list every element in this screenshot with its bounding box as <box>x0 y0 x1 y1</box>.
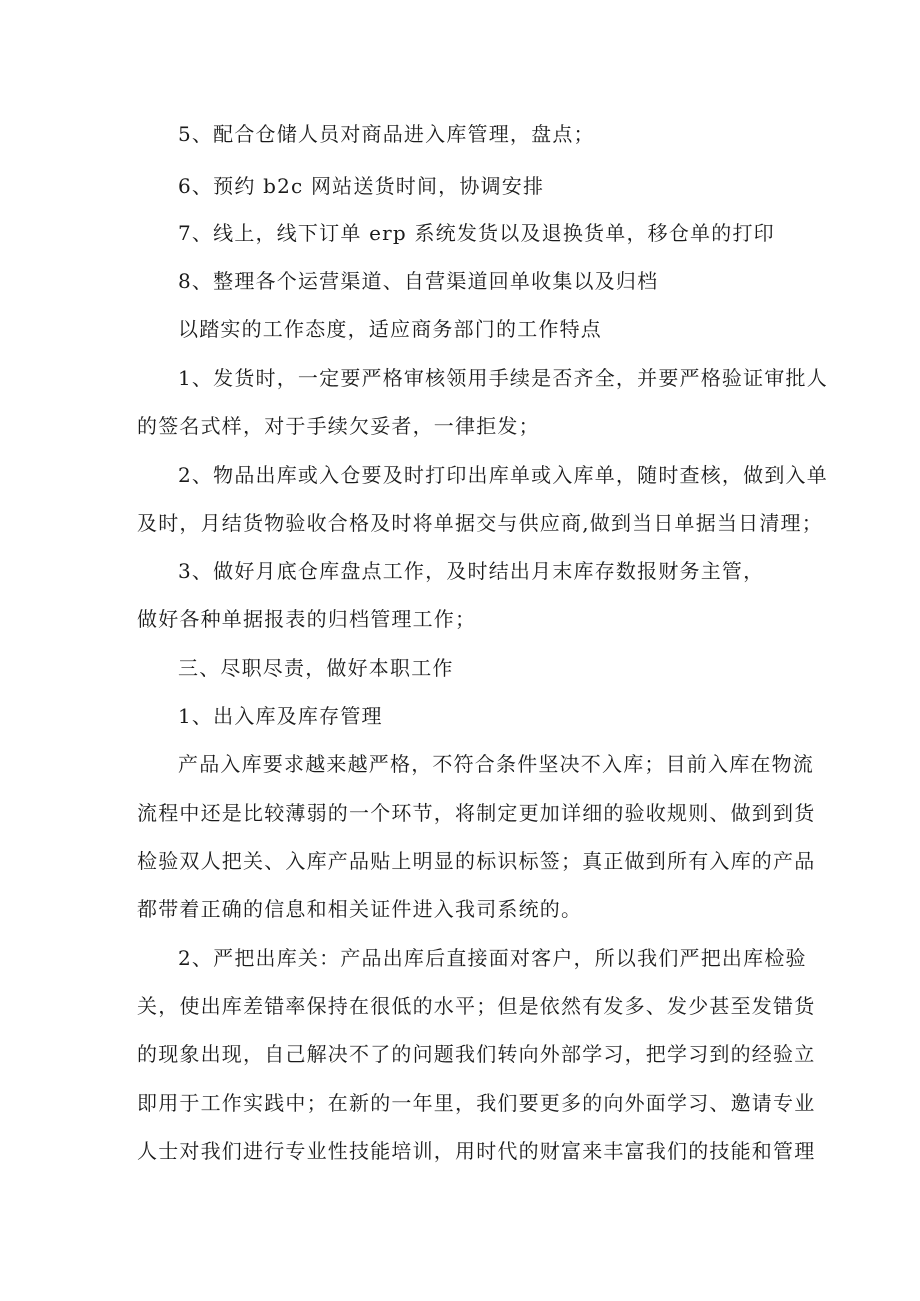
list-item-5: 5、配合仓储人员对商品进入库管理，盘点； <box>178 122 595 146</box>
paragraph-line: 即用于工作实践中；在新的一年里，我们要更多的向外面学习、邀请专业 <box>137 1091 816 1115</box>
paragraph-line: 的签名式样，对于手续欠妥者，一律拒发； <box>137 414 540 438</box>
paragraph-line: 都带着正确的信息和相关证件进入我司系统的。 <box>137 897 583 921</box>
paragraph-line: 2、严把出库关：产品出库后直接面对客户，所以我们严把出库检验 <box>178 946 807 970</box>
paragraph-line: 及时，月结货物验收合格及时将单据交与供应商,做到当日单据当日清理； <box>137 511 823 535</box>
paragraph-line: 人士对我们进行专业性技能培训，用时代的财富来丰富我们的技能和管理 <box>137 1139 816 1163</box>
paragraph-line: 的现象出现，自己解决不了的问题我们转向外部学习，把学习到的经验立 <box>137 1042 816 1066</box>
paragraph-line: 产品入库要求越来越严格，不符合条件坚决不入库；目前入库在物流 <box>178 752 814 776</box>
paragraph-line: 关，使出库差错率保持在很低的水平；但是依然有发多、发少甚至发错货 <box>137 994 816 1018</box>
list-item-6: 6、预约 b2c 网站送货时间，协调安排 <box>178 174 545 198</box>
paragraph-line: 2、物品出库或入仓要及时打印出库单或入库单，随时查核，做到入单 <box>178 463 828 487</box>
list-item-8: 8、整理各个运营渠道、自营渠道回单收集以及归档 <box>178 269 659 293</box>
paragraph-line: 流程中还是比较薄弱的一个环节，将制定更加详细的验收规则、做到到货 <box>137 801 816 825</box>
paragraph-line: 做好各种单据报表的归档管理工作； <box>137 607 477 631</box>
subsection-heading: 1、出入库及库存管理 <box>178 704 383 728</box>
section-heading: 三、尽职尽责，做好本职工作 <box>178 656 454 680</box>
paragraph-line: 1、发货时，一定要严格审核领用手续是否齐全，并要严格验证审批人 <box>178 366 828 390</box>
list-item-7: 7、线上，线下订单 erp 系统发货以及退换货单，移仓单的打印 <box>178 221 775 245</box>
section-intro: 以踏实的工作态度，适应商务部门的工作特点 <box>178 317 602 341</box>
paragraph-line: 检验双人把关、入库产品贴上明显的标识标签；真正做到所有入库的产品 <box>137 849 816 873</box>
paragraph-line: 3、做好月底仓库盘点工作，及时结出月末库存数报财务主管， <box>178 559 765 583</box>
